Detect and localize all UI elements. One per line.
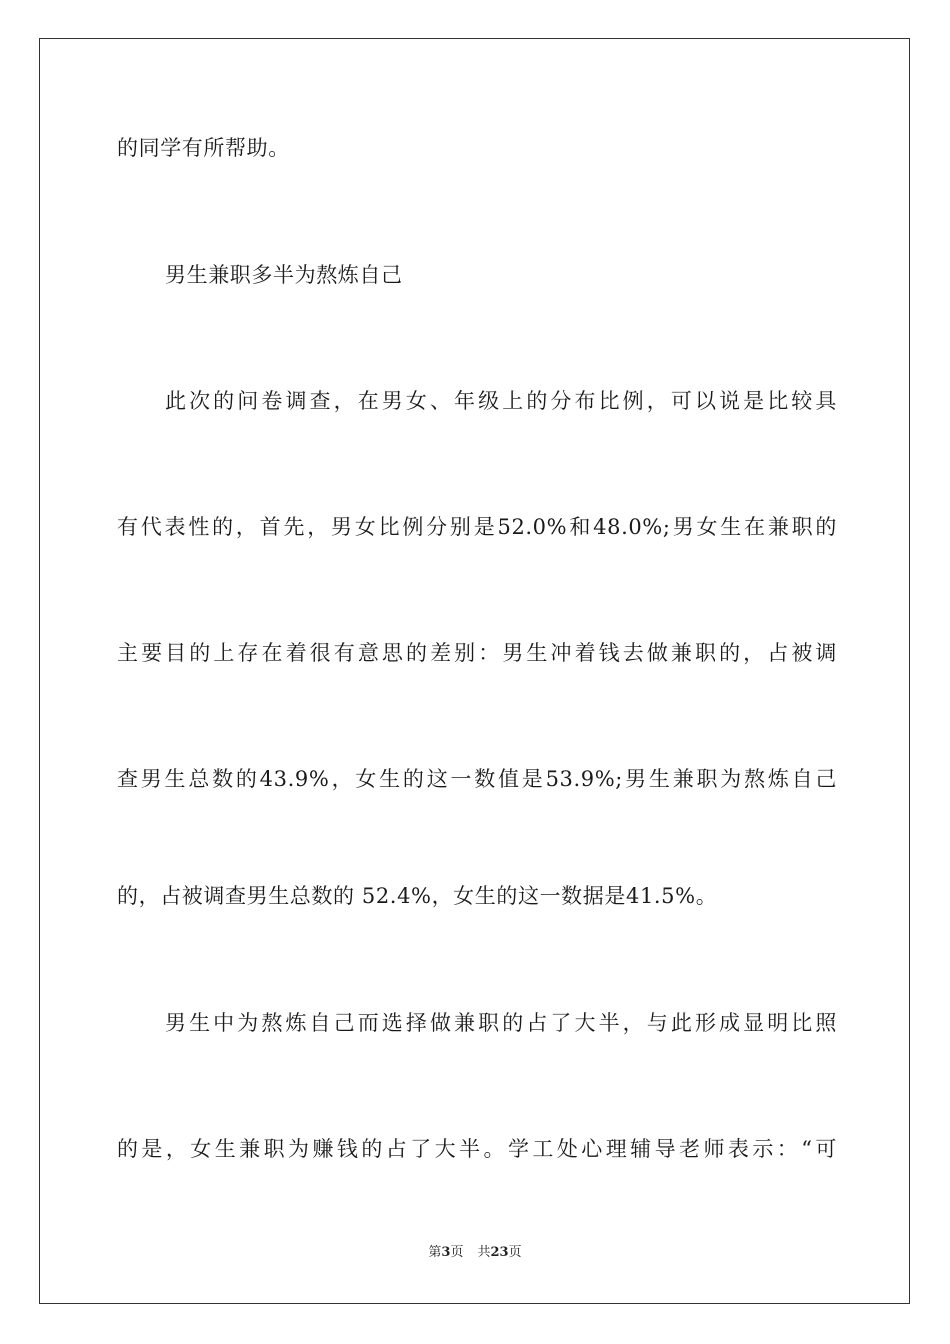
body-line: 主要目的上存在着很有意思的差别：男生冲着钱去做兼职的，占被调 [117,641,837,665]
section-heading: 男生兼职多半为熬炼自己 [165,263,403,287]
footer-total-suffix: 页 [508,1245,522,1260]
page-frame [39,38,910,1304]
body-line: 的是，女生兼职为赚钱的占了大半。学工处心理辅导老师表示：“可 [117,1137,837,1161]
body-line: 有代表性的，首先，男女比例分别是52.0%和48.0%;男女生在兼职的 [117,515,837,539]
body-line: 查男生总数的43.9%，女生的这一数值是53.9%;男生兼职为熬炼自己 [117,767,837,791]
body-line: 此次的问卷调查，在男女、年级上的分布比例，可以说是比较具 [165,389,837,413]
body-line: 男生中为熬炼自己而选择做兼职的占了大半，与此形成显明比照 [165,1011,837,1035]
footer-page-number: 3 [441,1245,451,1260]
page-footer [0,1244,950,1262]
body-line: 的同学有所帮助。 [117,136,290,160]
footer-total-prefix: 共 [477,1245,491,1260]
footer-page-suffix: 页 [450,1245,464,1260]
footer-page-prefix: 第 [428,1245,442,1260]
body-line: 的，占被调查男生总数的 52.4%，女生的这一数据是41.5%。 [117,884,718,908]
footer-total-pages: 23 [490,1245,509,1260]
